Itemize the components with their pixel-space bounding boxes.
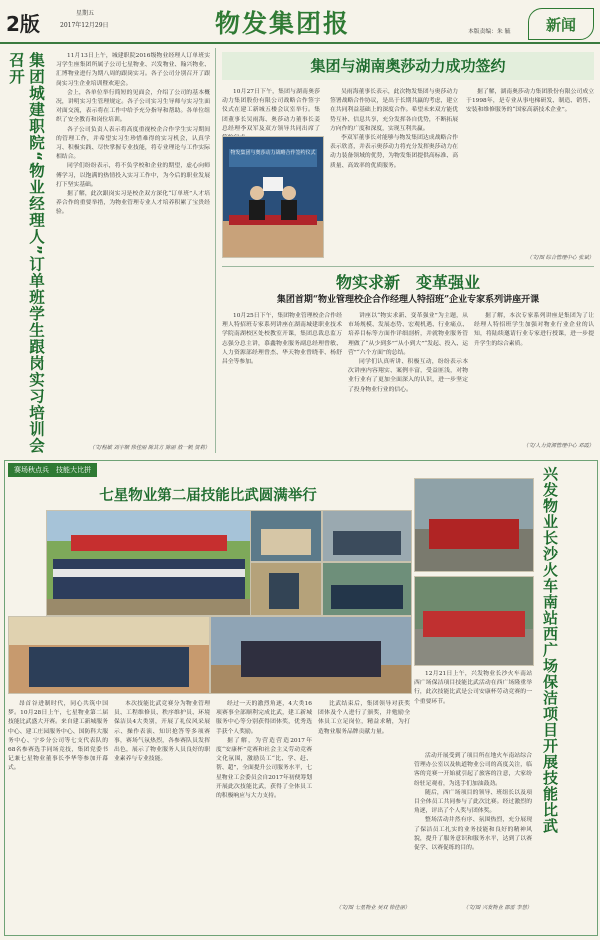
- masthead: [0, 0, 600, 42]
- paragraph: 会上，各单位举行简短的见面会，介绍了公司的基本概况，讲明实习生管理规定。各子公司实习生导师与实习生面对面交流，表示将在工作中给予充分指导和帮助。各单位组织了安全教育和岗位培训。: [56, 89, 210, 124]
- skills-col-1: [8, 700, 108, 910]
- paragraph: 12月21日上午，兴发物业长沙火车南站西广场保洁项目技能比武活动在西广场隆重举行，此次技能比武是公司安康杯劳动竞赛的一个重要环节。: [414, 671, 532, 705]
- signing-col-1: [222, 88, 320, 132]
- edition-label: 2版: [6, 12, 40, 36]
- paragraph: 各子公司负责人表示将高度重视校企合作学生实习期间的管理工作，并希望实习生珍惜难得的实习机会，认真学习、积极实践、尽快掌握专业技能，将专业理论与工作实际相结合。: [56, 126, 210, 161]
- paragraph: 整场活动井然有序、氛围热烈，充分展现了保洁员工扎实的业务技能和良好的精神风貌，提升了服务意识和服务水平，达到了以赛促学、以赛促练的目的。: [414, 817, 532, 852]
- signing-col-2: [330, 88, 458, 260]
- signing-byline: （文/图 综合管理中心 张斌）: [526, 255, 594, 261]
- skills-photo-group: [46, 510, 252, 616]
- railway-photo-2-image: [415, 577, 533, 665]
- issue-date: 2017年12月29日: [60, 22, 109, 29]
- skills-photo-4: [322, 562, 412, 616]
- skills-photo-3: [250, 562, 322, 616]
- signing-photo-banner: 物发集团与奥莎动力战略合作签约仪式: [230, 150, 316, 156]
- paragraph: 据了解，此次跟岗实习是校企双方深化“订单班”人才培养合作的重要举措，为物业管理专业人才培养积累了宝贵经验。: [56, 191, 210, 216]
- lecture-col-1: [222, 312, 342, 452]
- skills-headline: 七星物业第二届技能比武圆满举行: [99, 488, 317, 504]
- masthead-rule: [0, 42, 600, 44]
- paragraph: 吴雨海董事长表示，此次物发集团与奥莎动力签署战略合作协议，是出于长期共赢的考虑，建立在共同利益基础上的深度合作。希望未来双方能优势互补、信息共享，充分发挥各自优势，不断拓展方向作的广度和深度，实现互利共赢。: [330, 89, 458, 132]
- skills-photo-5: [8, 616, 210, 694]
- signing-photo: [222, 136, 324, 258]
- weekday: 星期五: [76, 10, 95, 17]
- railway-col-1: [414, 670, 532, 750]
- rule: [222, 266, 594, 267]
- skills-photo-5-image: [9, 617, 209, 693]
- skills-col-2: [114, 700, 210, 910]
- skills-photo-1: [250, 510, 322, 562]
- signing-col-3: [466, 88, 594, 253]
- railway-photo-1-image: [415, 479, 533, 571]
- railway-headline: 兴发物业长沙火车南站西广场保洁项目开展技能比武: [541, 466, 559, 834]
- paragraph: 昂首谷进制时代，同心共筑中国梦。10月28日上午，七星物业第二届技能比武盛大开赛。来自建工新城服务中心、建工庄园服务中心、国防科大服务中心、宁乡分公司等七支代表队的68名参赛选手同场竞技，集团党委书记兼七星物业董事长李华等参加开幕式。: [8, 701, 108, 772]
- paragraph: 讲座以“物实求新、变革强业”为主题，从市场规模、发展态势、宏观机遇、行业痛点、培养目标等方面作详细剖析，并就物业服务管理做了“从少到多”“从小到大”“发起、投入、运营”“六个方面”的总结。: [348, 313, 468, 356]
- paragraph: 经过一天的激烈角逐，4大类16项赛事全部顺利完成比武，建工新城服务中心等分别获得团体奖，优秀选手获个人奖励。: [216, 701, 312, 735]
- paragraph: 同学们纷纷表示，将不负学校和企业的期望，虚心向师傅学习，以饱满的热情投入实习工作中，为今后的职业发展打下坚实基础。: [56, 163, 210, 188]
- paragraph: 比武结束后，集团领导对获奖团体及个人进行了颁奖，并勉励全体员工立足岗位，精益求精，为打造物业服务品牌贡献力量。: [318, 701, 410, 735]
- lecture-col-2: [348, 312, 468, 452]
- railway-col-2: [414, 752, 532, 902]
- paragraph: 活动开展受到了项目所在地火车南站综合管理办公室以及轨道物业公司的高度关注，临客的竞赛一开始就引起了旅客的注意，大家纷纷驻足观看，为选手们加油鼓劲。: [414, 753, 532, 787]
- paragraph: 据了解，湖南奥莎动力集团股份有限公司成立于1998年，是专业从事电梯研发、制造、销售、安装和维修服务的“国家高新技术企业”。: [466, 89, 594, 114]
- paragraph: 随后，西广场项目的领导、班组长以及项目全体员工共同参与了此次比赛。经过激烈的角逐，评出了个人奖与团体奖。: [414, 789, 532, 815]
- section-name: 新闻: [545, 15, 576, 34]
- skills-photo-group-image: [47, 511, 251, 615]
- top-left-byline: （文/程敏 刘宇顺 徐佳丽 陈其方 陈丽 敖一帆 贺莉）: [89, 445, 210, 451]
- paragraph: 据了解，本次专家系列讲座是集团为了让经理人特招班学生加强对物业行业企业的认知，将陆续邀请行业专家进行授课，进一步提升学生的综合素质。: [474, 313, 594, 347]
- lecture-col-3: [474, 312, 594, 440]
- railway-byline: （文/图 兴发物业 邵雷 李慧）: [463, 905, 532, 911]
- skills-photo-4-image: [323, 563, 411, 615]
- paragraph: 10月25日下午，集团物业管理校企合作经理人特招班专家系列讲座在湖南城建职业技术学院南湖校区处校教室开课，集团总裁总监万志强分总主讲，慕鑫物业服务副总经理曾敏、人力资源部经理曾杰、华天物业曾晓菲、杨舒昌全等参加。: [222, 313, 342, 366]
- railway-photo-1: [414, 478, 534, 572]
- section-tag: 赛场秋点兵 技能大比拼: [8, 463, 97, 477]
- railway-photo-2: [414, 576, 534, 666]
- signing-headline: 集团与湖南奥莎动力成功签约: [222, 52, 594, 80]
- lecture-subhead: 集团首期“物业管理校企合作经理人特招班”企业专家系列讲座开课: [276, 295, 540, 305]
- editor-credit: 本版责编：朱 毓: [468, 29, 511, 35]
- skills-col-4: [318, 700, 410, 900]
- paragraph: 11月13日上午，城建职院2016级物业经理人订单班实习学生座集团所属子公司七星物业、兴发物业、翰兴物业、汇博物业进行为期八周的跟岗实习。各子公司分别召开了跟岗实习生企业培训暨欢迎会。: [56, 53, 210, 87]
- skills-photo-6-image: [211, 617, 411, 693]
- skills-photo-1-image: [251, 511, 321, 561]
- paragraph: 李双军董事长对能够与物发集团达成战略合作表示欣喜，并表示奥莎动力将充分发挥奥莎动力在动力装备领域的优势，为物发集团提供高标准、高质量、高效率的优质服务。: [330, 135, 458, 169]
- skills-photo-3-image: [251, 563, 321, 615]
- paragraph: 10月27日下午，集团与湖南奥莎动力集团股份有限公司战略合作签字仪式在建工新城五楼会议室举行。集团董事长吴雨海、奥莎动力董事长姜总经理李双军及双方领导共同出席了: [222, 89, 320, 132]
- lecture-byline: （文/人力资源管理中心 邓霞）: [523, 443, 594, 449]
- skills-photo-6: [210, 616, 412, 694]
- skills-photo-2-image: [323, 511, 411, 561]
- section-badge: [528, 8, 594, 40]
- paragraph: 同学们认真听讲、积极互动，纷纷表示本次讲座内容翔实、案例丰富，受益匪浅，对物业行业有了更加全面深入的认识，进一步坚定了投身物业行业的信心。: [348, 359, 468, 393]
- skills-byline: （文/图 七星物业 吴双 徐佳丽）: [335, 905, 410, 911]
- top-left-headline: 集团城建职院“物业经理人”订单班学生跟岗实习培训会召开: [7, 52, 45, 454]
- paragraph: 据了解，为营造营造2017年度“安康杯”竞赛和社会主义劳动竞赛文化氛围，激励员工“比、学、赶、帮、超”，全面提升公司服务水平，七星物业工会委员会自2017年初便筹划开展此次技能比武，获得了全体员工的积极响应与大力支持。: [216, 737, 312, 800]
- paper-name: 物发集团报: [215, 9, 351, 38]
- skills-col-3: [216, 700, 312, 910]
- lecture-headline: 物实求新 变革强业: [335, 273, 480, 292]
- top-left-body: [56, 52, 210, 442]
- skills-photo-2: [322, 510, 412, 562]
- paragraph: 本次技能比武竞赛分为物业管理员、工程维修员、秩序维护员、环境保洁员4大类别，开展了礼仪风采展示、操作表演、知识抢答等多项赛事，赛场气氛热烈，各参赛队员发挥出色，展示了物业服务人员良好的职业素养与专业技能。: [114, 701, 210, 763]
- column-divider: [215, 48, 216, 453]
